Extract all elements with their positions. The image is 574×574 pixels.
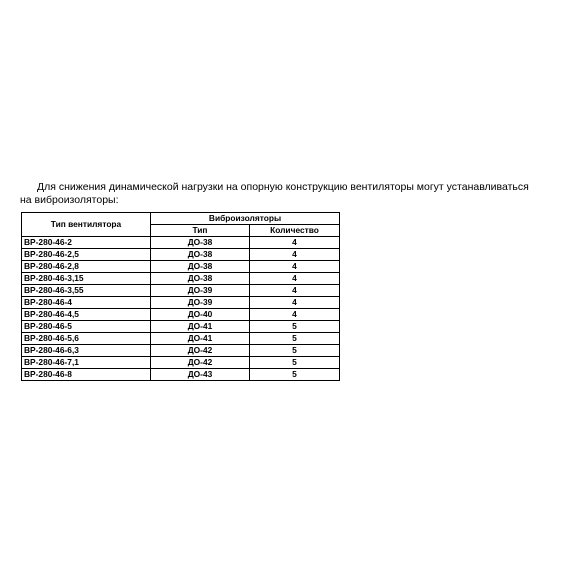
intro-line-1: Для снижения динамической нагрузки на опорную конструкцию вентиляторы могут устанавливаться	[37, 181, 529, 193]
intro-paragraph	[20, 181, 572, 207]
quantity-cell: 4	[250, 249, 340, 261]
isolator-type-cell: ДО-41	[151, 321, 250, 333]
table-row	[22, 261, 340, 273]
table-row	[22, 333, 340, 345]
table-row	[22, 321, 340, 333]
quantity-cell: 5	[250, 369, 340, 381]
quantity-cell: 4	[250, 273, 340, 285]
header-vibration-isolators: Виброизоляторы	[151, 213, 340, 225]
table-row	[22, 357, 340, 369]
table-row	[22, 273, 340, 285]
header-quantity: Количество	[250, 225, 340, 237]
quantity-cell: 4	[250, 237, 340, 249]
isolator-type-cell: ДО-38	[151, 249, 250, 261]
isolator-type-cell: ДО-39	[151, 297, 250, 309]
table-row	[22, 297, 340, 309]
vibration-isolators-table	[21, 212, 340, 381]
fan-type-cell: ВР-280-46-6,3	[22, 345, 151, 357]
fan-type-cell: ВР-280-46-8	[22, 369, 151, 381]
fan-type-cell: ВР-280-46-2,8	[22, 261, 151, 273]
fan-type-cell: ВР-280-46-5,6	[22, 333, 151, 345]
quantity-cell: 5	[250, 333, 340, 345]
header-fan-type: Тип вентилятора	[22, 213, 151, 237]
isolator-type-cell: ДО-40	[151, 309, 250, 321]
fan-type-cell: ВР-280-46-7,1	[22, 357, 151, 369]
quantity-cell: 4	[250, 309, 340, 321]
isolator-type-cell: ДО-38	[151, 273, 250, 285]
table-header	[22, 213, 340, 237]
quantity-cell: 5	[250, 357, 340, 369]
quantity-cell: 4	[250, 285, 340, 297]
fan-type-cell: ВР-280-46-3,15	[22, 273, 151, 285]
fan-type-cell: ВР-280-46-5	[22, 321, 151, 333]
isolator-type-cell: ДО-43	[151, 369, 250, 381]
fan-type-cell: ВР-280-46-4,5	[22, 309, 151, 321]
isolator-type-cell: ДО-42	[151, 357, 250, 369]
table-row	[22, 309, 340, 321]
isolator-type-cell: ДО-39	[151, 285, 250, 297]
table-row	[22, 237, 340, 249]
quantity-cell: 4	[250, 297, 340, 309]
table-row	[22, 369, 340, 381]
isolator-type-cell: ДО-38	[151, 237, 250, 249]
quantity-cell: 5	[250, 321, 340, 333]
isolator-type-cell: ДО-41	[151, 333, 250, 345]
isolator-type-cell: ДО-38	[151, 261, 250, 273]
quantity-cell: 5	[250, 345, 340, 357]
fan-type-cell: ВР-280-46-3,55	[22, 285, 151, 297]
table-body	[22, 237, 340, 381]
header-isolator-type: Тип	[151, 225, 250, 237]
fan-type-cell: ВР-280-46-2,5	[22, 249, 151, 261]
table-row	[22, 345, 340, 357]
table-row	[22, 285, 340, 297]
isolator-type-cell: ДО-42	[151, 345, 250, 357]
quantity-cell: 4	[250, 261, 340, 273]
fan-type-cell: ВР-280-46-2	[22, 237, 151, 249]
fan-type-cell: ВР-280-46-4	[22, 297, 151, 309]
intro-line-2: на виброизоляторы:	[20, 194, 119, 206]
table-row	[22, 249, 340, 261]
